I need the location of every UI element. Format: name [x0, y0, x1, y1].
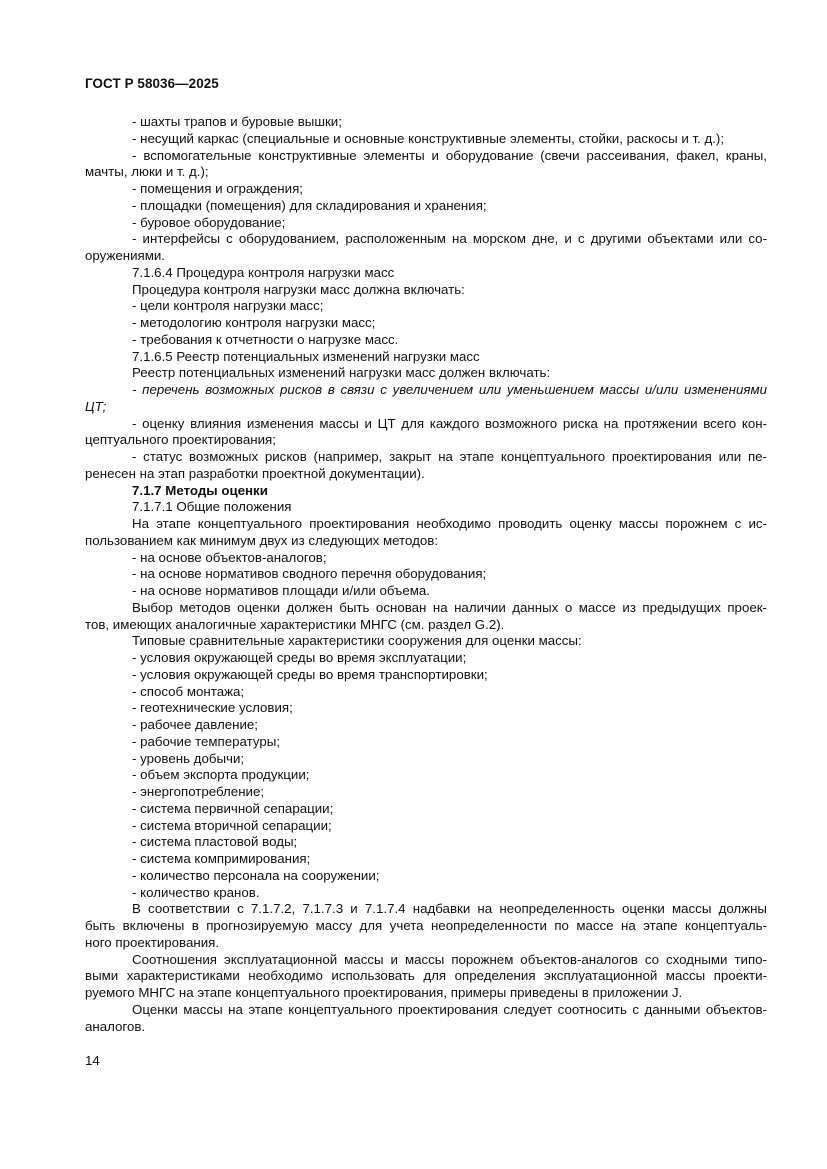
text-line: 7.1.7.1 Общие положения [132, 499, 292, 515]
list-item [85, 650, 767, 667]
list-item [85, 298, 767, 315]
list-item [85, 885, 767, 902]
text-line: Соотношения эксплуатационной массы и массы порожнем объектов-аналогов со сходными типо- [132, 951, 767, 967]
text-line: - шахты трапов и буровые вышки; [132, 114, 342, 129]
list-item [85, 449, 767, 483]
list-item [85, 198, 767, 215]
text-line: - несущий каркас (специальные и основные конструктивные элементы, стойки, раскосы и т. д.); [132, 130, 725, 146]
text-line: - количество кранов. [132, 884, 260, 900]
section-heading [85, 483, 767, 500]
text-line: пользованием как минимум двух из следующих методов: [85, 532, 439, 548]
list-item [85, 416, 767, 450]
text-line: ренесен на этап разработки проектной документации). [85, 465, 425, 481]
list-item [85, 717, 767, 734]
list-item [85, 784, 767, 801]
list-item [85, 868, 767, 885]
text-line: быть включены в прогнозируемую массу для учета неопределенности по массе на этапе концептуаль- [85, 918, 767, 933]
text-line: - помещения и ограждения; [132, 181, 303, 196]
paragraph [85, 282, 767, 299]
text-line: - методологию контроля нагрузки масс; [132, 315, 376, 330]
text-line: - энергопотребление; [132, 784, 265, 799]
text-line: - рабочее давление; [132, 717, 258, 732]
text-line: Оценки массы на этапе концептуального проектирования следует соотносить с данными объектов- [132, 1001, 767, 1017]
page-header: ГОСТ Р 58036—2025 [85, 76, 219, 91]
text-line: - система компримирования; [132, 851, 311, 866]
text-line: - условия окружающей среды во время эксплуатации; [132, 650, 467, 665]
paragraph [85, 901, 767, 951]
list-item [85, 684, 767, 701]
list-item [85, 801, 767, 818]
section-heading [85, 349, 767, 366]
list-item [85, 231, 767, 265]
list-item [85, 583, 767, 600]
text-line: - способ монтажа; [132, 683, 245, 699]
text-line: - на основе объектов-аналогов; [132, 549, 327, 565]
list-item [85, 382, 767, 416]
text-line: - условия окружающей среды во время транспортировки; [132, 666, 488, 682]
list-item [85, 851, 767, 868]
list-item [85, 550, 767, 567]
text-line: - площадки (помещения) для складирования и хранения; [132, 197, 487, 213]
text-line: - буровое оборудование; [132, 214, 286, 230]
text-line: Реестр потенциальных изменений нагрузки масс должен включать: [132, 365, 551, 381]
text-line: ЦТ; [85, 398, 107, 414]
list-item [85, 700, 767, 717]
text-line: Выбор методов оценки должен быть основан на наличии данных о массе из предыдущих проек- [132, 599, 767, 615]
text-line: тов, имеющих аналогичные характеристики МНГС (см. раздел G.2). [85, 616, 505, 632]
text-line: - уровень добычи; [132, 750, 245, 766]
paragraph [85, 600, 767, 634]
list-item [85, 114, 767, 131]
text-line: руемого МНГС на этапе концептуального проектирования, примеры приведены в приложении J. [85, 985, 683, 1000]
text-line: В соответствии с 7.1.7.2, 7.1.7.3 и 7.1.7.4 надбавки на неопределенность оценки массы должны [132, 901, 767, 917]
paragraph [85, 365, 767, 382]
list-item [85, 131, 767, 148]
text-line: ного проектирования. [85, 934, 220, 950]
list-item [85, 332, 767, 349]
text-line: - система пластовой воды; [132, 834, 298, 850]
text-line: - система вторичной сепарации; [132, 817, 332, 833]
text-line: Процедура контроля нагрузки масс должна включать: [132, 281, 465, 297]
text-line: - требования к отчетности о нагрузке масс. [132, 331, 399, 347]
list-item [85, 751, 767, 768]
text-line: цептуального проектирования; [85, 432, 276, 448]
text-line: 7.1.6.5 Реестр потенциальных изменений нагрузки масс [132, 348, 480, 364]
list-item [85, 215, 767, 232]
text-line: - вспомогательные конструктивные элементы и оборудование (свечи рассеивания, факел, краны, [132, 147, 767, 163]
paragraph [85, 633, 767, 650]
list-item [85, 734, 767, 751]
text-line: выми характеристиками необходимо использовать для определения эксплуатационной массы проекти- [85, 968, 767, 984]
text-line: - рабочие температуры; [132, 733, 281, 749]
text-line: 7.1.7 Методы оценки [132, 482, 268, 498]
section-heading [85, 265, 767, 282]
list-item [85, 181, 767, 198]
text-line: оружениями. [85, 248, 165, 263]
text-line: - на основе нормативов сводного перечня оборудования; [132, 566, 487, 582]
page-number: 14 [85, 1053, 100, 1068]
paragraph [85, 516, 767, 550]
text-line: - на основе нормативов площади и/или объема. [132, 583, 430, 598]
paragraph [85, 952, 767, 1002]
text-line: - количество персонала на сооружении; [132, 867, 380, 883]
text-line: - геотехнические условия; [132, 700, 293, 716]
list-item [85, 148, 767, 182]
text-line: - интерфейсы с оборудованием, расположенным на морском дне, и с другими объектами или со- [132, 231, 767, 247]
text-line: На этапе концептуального проектирования необходимо проводить оценку массы порожнем с ис- [132, 516, 767, 531]
list-item [85, 834, 767, 851]
text-line: - оценку влияния изменения массы и ЦТ для каждого возможного риска на протяжении всего кон- [132, 415, 767, 431]
document-body [85, 114, 767, 1035]
text-line: - цели контроля нагрузки масс; [132, 298, 324, 314]
text-line: - перечень возможных рисков в связи с увеличением или уменьшением массы и/или изменениями [132, 382, 767, 397]
list-item [85, 566, 767, 583]
text-line: - система первичной сепарации; [132, 800, 334, 816]
text-line: - статус возможных рисков (например, закрыт на этапе концептуального проектирования или пе- [132, 449, 767, 464]
section-heading [85, 499, 767, 516]
text-line: Типовые сравнительные характеристики сооружения для оценки массы: [132, 633, 582, 649]
text-line: аналогов. [85, 1018, 146, 1034]
text-line: 7.1.6.4 Процедура контроля нагрузки масс [132, 264, 395, 280]
list-item [85, 767, 767, 784]
list-item [85, 667, 767, 684]
list-item [85, 315, 767, 332]
text-line: - объем экспорта продукции; [132, 767, 310, 783]
text-line: мачты, люки и т. д.); [85, 164, 209, 180]
list-item [85, 818, 767, 835]
paragraph [85, 1002, 767, 1036]
